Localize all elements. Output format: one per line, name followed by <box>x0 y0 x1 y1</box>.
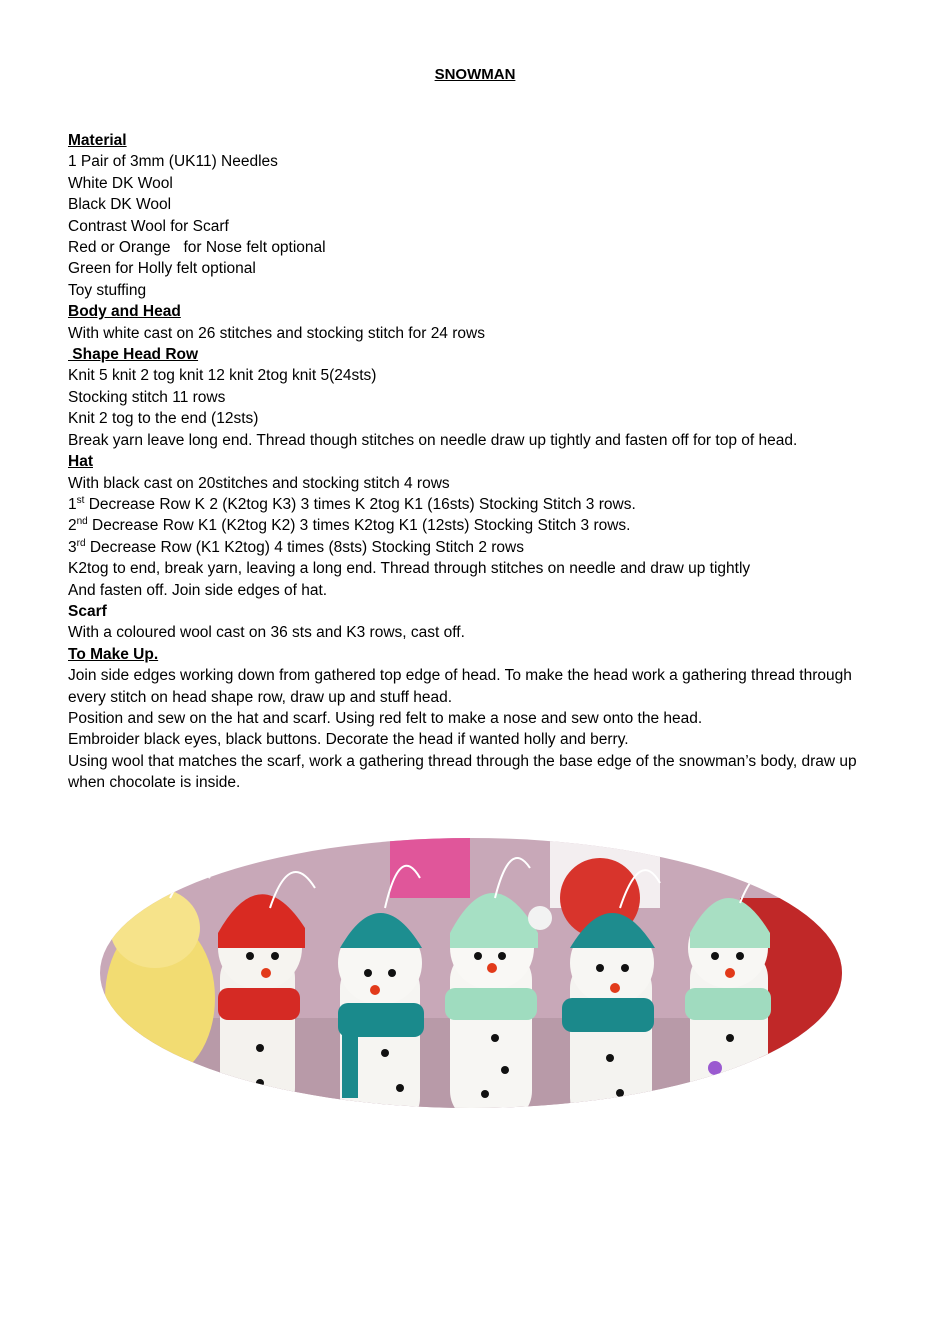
snowmen-photo <box>100 838 842 1108</box>
snowmen-illustration <box>100 838 842 1108</box>
make-up-heading: To Make Up. <box>68 645 159 663</box>
material-heading: Material <box>68 132 127 149</box>
body-head-heading: Body and Head <box>68 303 181 321</box>
shape-head-heading: Shape Head Row <box>68 346 199 364</box>
shape-head-line: Stocking stitch 11 rows <box>68 388 226 406</box>
snowman-red <box>218 894 305 1108</box>
make-up-line: Join side edges working down from gathered top edge of head. To make the head work a gathering thread through every stitch on head shape row, draw up and stuff head. <box>68 667 852 706</box>
material-item: Black DK Wool <box>68 196 172 214</box>
hat-line: With black cast on 20stitches and stocking stitch 4 rows <box>68 474 450 492</box>
page-title: SNOWMAN <box>434 66 516 83</box>
ordinal-suffix: nd <box>76 516 88 528</box>
scarf-heading: Scarf <box>68 602 107 620</box>
hat-decrease-row-2 <box>68 515 888 536</box>
hat-decrease-row-1 <box>68 494 888 515</box>
material-item: White DK Wool <box>68 174 173 192</box>
shape-head-line: Knit 2 tog to the end (12sts) <box>68 410 259 428</box>
material-item: Red or Orange for Nose felt optional <box>68 239 326 257</box>
snowman-mint-2 <box>685 898 771 1108</box>
ordinal-suffix: rd <box>76 537 86 549</box>
hat-line: And fasten off. Join side edges of hat. <box>68 581 328 599</box>
scarf-text: With a coloured wool cast on 36 sts and K3 rows, cast off. <box>68 624 465 642</box>
make-up-line: Using wool that matches the scarf, work a gathering thread through the base edge of the snowman’s body, draw up when chocolate is inside. <box>68 752 857 792</box>
body-head-text: With white cast on 26 stitches and stocking stitch for 24 rows <box>68 324 485 342</box>
snowman-teal-2 <box>562 913 655 1108</box>
hat-heading: Hat <box>68 453 93 471</box>
material-item: Contrast Wool for Scarf <box>68 217 229 235</box>
shape-head-line: Knit 5 knit 2 tog knit 12 knit 2tog knit 5(24sts) <box>68 367 377 385</box>
decrease-text: Decrease Row K1 (K2tog K2) 3 times K2tog K1 (12sts) Stocking Stitch 3 rows. <box>87 517 631 535</box>
make-up-line: Embroider black eyes, black buttons. Decorate the head if wanted holly and berry. <box>68 731 629 749</box>
hat-decrease-row-3 <box>68 537 888 558</box>
snowman-teal <box>338 913 424 1108</box>
material-item: Green for Holly felt optional <box>68 260 256 278</box>
ordinal-suffix: st <box>76 494 85 506</box>
ordinal-number: 3 <box>68 538 77 556</box>
hat-line: K2tog to end, break yarn, leaving a long end. Thread through stitches on needle and draw up tightly <box>68 560 751 578</box>
ordinal-number: 1 <box>68 495 77 513</box>
ordinal-number: 2 <box>68 517 77 535</box>
decrease-text: Decrease Row (K1 K2tog) 4 times (8sts) Stocking Stitch 2 rows <box>85 538 524 556</box>
material-item: Toy stuffing <box>68 281 147 299</box>
shape-head-line: Break yarn leave long end. Thread though stitches on needle draw up tightly and fasten off for top of head. <box>68 431 798 449</box>
material-item: 1 Pair of 3mm (UK11) Needles <box>68 153 278 171</box>
make-up-line: Position and sew on the hat and scarf. Using red felt to make a nose and sew onto the head. <box>68 709 703 727</box>
decrease-text: Decrease Row K 2 (K2tog K3) 3 times K 2tog K1 (16sts) Stocking Stitch 3 rows. <box>84 495 636 513</box>
pattern-content <box>68 130 888 794</box>
